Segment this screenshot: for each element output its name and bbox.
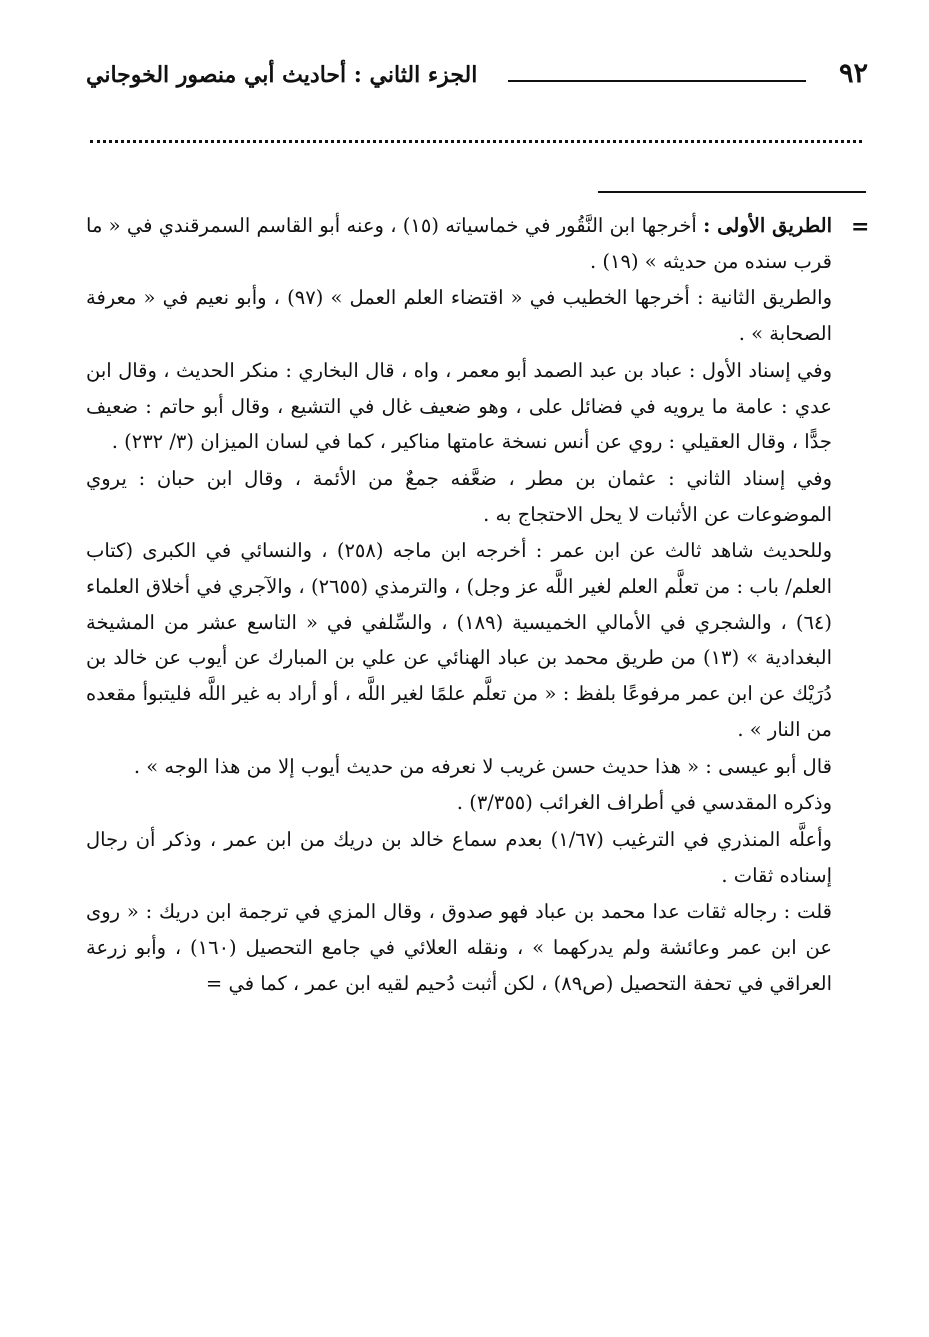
paragraph-text: وفي إسناد الأول : عباد بن عبد الصمد أبو معمر ، واه ، قال البخاري : منكر الحديث ، وقال ابن عدي : عامة ما يرويه في فضائل على ، وهو ضعيف غال في التشيع ، وقال أبو حاتم : ضعيف جدًّا ، وقال العقيلي : روي عن أنس نسخة عامتها مناكير ، كما في لسان الميزان (٣/ ٢٣٢) . (86, 358, 832, 454)
paragraph-text: وفي إسناد الثاني : عثمان بن مطر ، ضعَّفه جمعٌ من الأئمة ، وقال ابن حبان : يروي الموضوعات عن الأثبات لا يحل الاحتجاج به . (86, 466, 832, 526)
paragraph-abu-isa (86, 749, 832, 785)
paragraph-text: أخرجها ابن النَّقُور في خماسياته (١٥) ، وعنه أبو القاسم السمرقندي في « ما قرب سنده من حديثه » (١٩) . (86, 214, 832, 273)
paragraph-text: وأعلَّه المنذري في الترغيب (١/٦٧) بعدم سماع خالد بن دريك من ابن عمر ، وذكر أن رجال إسناده ثقات . (86, 827, 832, 887)
paragraph-text: وذكره المقدسي في أطراف الغرائب (٣/٣٥٥) . (456, 791, 832, 815)
paragraph-second-isnad (86, 461, 832, 532)
paragraph-second-route (86, 280, 832, 351)
paragraph-author-note (86, 894, 832, 1001)
paragraph-first-isnad (86, 353, 832, 460)
header-rule (508, 80, 806, 82)
paragraph-lead: الطريق الأولى : (703, 214, 832, 237)
paragraph-text: وللحديث شاهد ثالث عن ابن عمر : أخرجه ابن ماجه (٢٥٨) ، والنسائي في الكبرى (كتاب العلم/ باب : من تعلَّم العلم لغير اللَّه عز وجل) ، والترمذي (٢٦٥٥) ، والآجري في أخلاق العلماء (٦٤) ، والشجري في الأمالي الخميسية (١٨٩) ، والسِّلفي في « التاسع عشر من المشيخة البغدادية » (١٣) من طريق محمد بن عباد الهنائي عن علي بن المبارك عن أيوب عن خالد بن دُرَيْك عن ابن عمر مرفوعًا بلفظ : « من تعلَّم علمًا لغير اللَّه ، أو أراد به غير اللَّه فليتبوأ مقعده من النار » . (86, 539, 832, 741)
paragraph-maqdisi (86, 785, 832, 821)
footnote-separator (598, 191, 866, 193)
paragraph-text: والطريق الثانية : أخرجها الخطيب في « اقتضاء العلم العمل » (٩٧) ، وأبو نعيم في « معرفة الصحابة » . (86, 286, 832, 346)
dotted-separator (90, 140, 862, 143)
footnote-body (86, 208, 832, 1002)
running-title: الجزء الثاني : أحاديث أبي منصور الخوجاني (86, 62, 478, 88)
paragraph-first-route (86, 208, 832, 279)
page-number: ٩٢ (838, 58, 868, 89)
continuation-mark: = (851, 214, 870, 240)
paragraph-text: قال أبو عيسى : « هذا حديث حسن غريب لا نعرفه من حديث أيوب إلا من هذا الوجه » . (133, 754, 832, 778)
paragraph-text: قلت : رجاله ثقات عدا محمد بن عباد فهو صدوق ، وقال المزي في ترجمة ابن دريك : « روى عن ابن عمر وعائشة ولم يدركهما » ، ونقله العلائي في جامع التحصيل (١٦٠) ، وأبو زرعة العراقي في تحفة التحصيل (ص٨٩) ، لكن أثبت دُحيم لقيه ابن عمر ، كما في = (86, 900, 832, 995)
page-header (86, 56, 868, 100)
paragraph-third-witness (86, 533, 832, 747)
paragraph-mundhiri (86, 822, 832, 893)
